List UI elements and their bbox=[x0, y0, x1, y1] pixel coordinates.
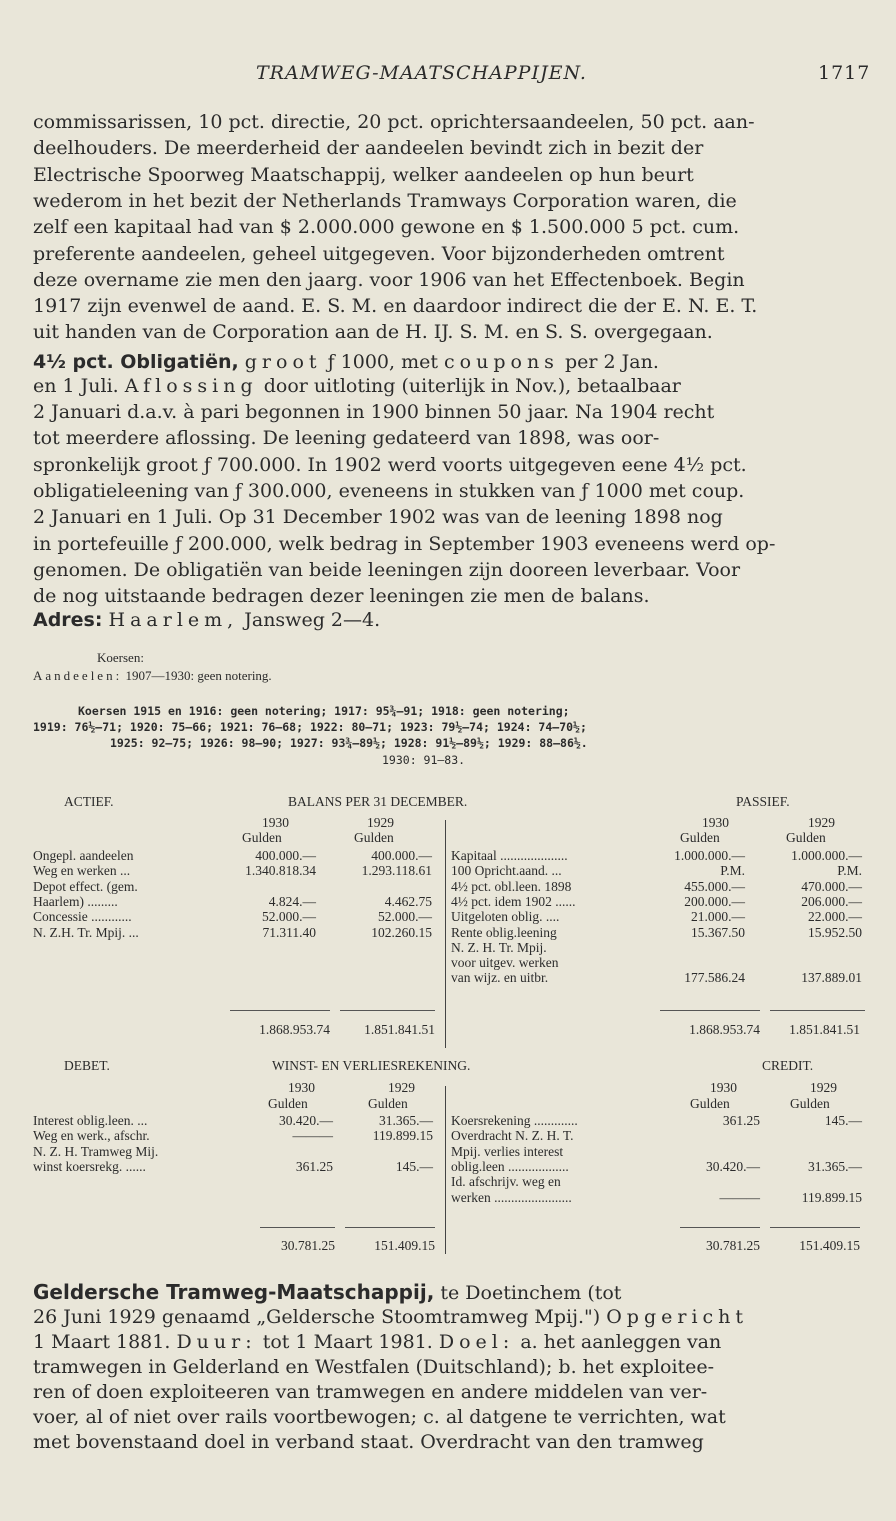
intro-line-6: preferente aandeelen, geheel uitgegeven. Voor bijzonderheden omtrent bbox=[33, 242, 725, 265]
winst-total-l2: 151.409.15 bbox=[374, 1238, 435, 1253]
gelder-line-3 bbox=[33, 1330, 721, 1354]
balans-l-year2: 1929 bbox=[367, 815, 394, 830]
winst-rule-1 bbox=[260, 1227, 335, 1228]
gelder-line-2: ren of doen exploiteeren van tramwegen en andere middelen van ver- bbox=[33, 1381, 708, 1403]
balans-l-year1: 1930 bbox=[262, 815, 289, 830]
balans-total-r1: 1.868.953.74 bbox=[689, 1022, 760, 1037]
gelder-line-1: tramwegen in Gelderland en Westfalen (Duitschland); b. het exploitee- bbox=[33, 1356, 715, 1378]
adres-street: Jansweg 2—4. bbox=[244, 609, 381, 631]
winst-l-unit2: Gulden bbox=[368, 1096, 408, 1111]
debet-row-v1: 30.420.— bbox=[279, 1113, 333, 1128]
passief-row-label: van wijz. en uitbr. bbox=[451, 970, 549, 986]
oblig-line-7: genomen. De obligatiën van beide leeningen zijn dooreen leverbaar. Voor bbox=[33, 558, 741, 581]
actief-row-v2: 1.293.118.61 bbox=[361, 863, 432, 879]
passief-row-label: Uitgeloten oblig. .... bbox=[451, 909, 560, 925]
gelder-duur: Duur: bbox=[176, 1331, 257, 1353]
koersen-aand-value: 1907—1930: geen notering. bbox=[125, 668, 272, 683]
balans-total-r2: 1.851.841.51 bbox=[789, 1022, 860, 1037]
winst-r-unit1: Gulden bbox=[690, 1096, 730, 1111]
actief-row-label: Weg en werken ... bbox=[33, 863, 131, 879]
passief-row-label: voor uitgev. werken bbox=[451, 955, 559, 971]
passief-row-v2: 15.952.50 bbox=[808, 924, 862, 940]
passief-row-v2: 1.000.000.— bbox=[791, 848, 862, 863]
actief-row-v1: 52.000.— bbox=[262, 909, 316, 925]
debet-row-v2: 31.365.— bbox=[379, 1113, 433, 1128]
balans-r-year1: 1930 bbox=[702, 815, 729, 830]
credit-row-label: Mpij. verlies interest bbox=[451, 1143, 564, 1159]
passief-row-v1: 455.000.— bbox=[684, 878, 745, 894]
gelder-line-3: voer, al of niet over rails voortbewogen; c. al datgene te verrichten, wat bbox=[33, 1406, 726, 1428]
oblig-date: per 2 Jan. bbox=[564, 351, 659, 373]
winst-credit-title: CREDIT. bbox=[762, 1058, 814, 1073]
passief-row-v1: 177.586.24 bbox=[684, 970, 745, 986]
balans-rule-2 bbox=[340, 1010, 435, 1011]
koersen-heading: Koersen: bbox=[97, 650, 144, 665]
actief-row-v1: 1.340.818.34 bbox=[245, 863, 316, 879]
credit-row-label: Koersrekening ............. bbox=[451, 1113, 578, 1128]
winst-l-unit1: Gulden bbox=[268, 1096, 308, 1111]
balans-passief-title: PASSIEF. bbox=[736, 794, 790, 809]
actief-row-v2: 102.260.15 bbox=[371, 924, 432, 940]
oblig-line-6: in portefeuille ƒ 200.000, welk bedrag in September 1903 eveneens werd op- bbox=[33, 532, 776, 555]
oblig-groot: groot bbox=[244, 351, 322, 373]
intro-line-3: Electrische Spoorweg Maatschappij, welker aandeelen op hun beurt bbox=[33, 163, 694, 186]
koersen-line-1: Koersen 1915 en 1916: geen notering; 1917: 95¾—91; 1918: geen notering; bbox=[78, 704, 570, 718]
passief-row-label: 4½ pct. obl.leen. 1898 bbox=[451, 878, 572, 894]
winst-l-year2: 1929 bbox=[388, 1080, 415, 1095]
winst-debet-title: DEBET. bbox=[64, 1058, 110, 1073]
winst-r-unit2: Gulden bbox=[790, 1096, 830, 1111]
passief-row-label: N. Z. H. Tr. Mpij. bbox=[451, 939, 547, 955]
credit-row-v2: 31.365.— bbox=[808, 1158, 862, 1174]
credit-row-v1: 361.25 bbox=[722, 1113, 760, 1128]
credit-row-v2: 119.899.15 bbox=[801, 1189, 862, 1205]
balans-divider bbox=[445, 820, 446, 1048]
debet-row-v2: 119.899.15 bbox=[372, 1128, 433, 1144]
passief-row-v2: 206.000.— bbox=[801, 893, 862, 909]
koersen-line-2: 1919: 76½—71; 1920: 75—66; 1921: 76—68; 1922: 80—71; 1923: 79½—74; 1924: 74—70½; bbox=[33, 720, 587, 734]
koersen-line-4: 1930: 91—83. bbox=[382, 753, 466, 767]
gelder-lead: Geldersche Tramweg-Maatschappij, bbox=[33, 1280, 435, 1304]
debet-row-label: Weg en werk., afschr. bbox=[33, 1128, 150, 1144]
winst-total-l1: 30.781.25 bbox=[281, 1238, 335, 1253]
gelder-doel-a: a. het aanleggen van bbox=[520, 1331, 722, 1353]
winst-total-r2: 151.409.15 bbox=[799, 1238, 860, 1253]
debet-row-v2: 145.— bbox=[395, 1158, 433, 1174]
actief-row-v1: 400.000.— bbox=[255, 848, 316, 863]
actief-row-v1: 71.311.40 bbox=[262, 924, 316, 940]
gelder-doel: Doel: bbox=[438, 1331, 515, 1353]
winst-r-year1: 1930 bbox=[710, 1080, 737, 1095]
oblig-line-2: tot meerdere aflossing. De leening gedateerd van 1898, was oor- bbox=[33, 427, 660, 450]
winst-title: WINST- EN VERLIESREKENING. bbox=[272, 1058, 471, 1073]
gelder-duur-value: tot 1 Maart 1981. bbox=[262, 1331, 433, 1353]
actief-row-v2: 400.000.— bbox=[371, 848, 432, 863]
passief-row-label: 100 Opricht.aand. ... bbox=[451, 863, 562, 879]
actief-row-label: Depot effect. (gem. bbox=[33, 878, 138, 894]
winst-total-r1: 30.781.25 bbox=[706, 1238, 760, 1253]
credit-row-label: werken ....................... bbox=[451, 1189, 572, 1205]
credit-row-label: Overdracht N. Z. H. T. bbox=[451, 1128, 574, 1144]
gelder-line-1 bbox=[33, 1280, 621, 1305]
passief-row-v1: 1.000.000.— bbox=[674, 848, 745, 863]
oblig-line-5: 2 Januari en 1 Juli. Op 31 December 1902 was van de leening 1898 nog bbox=[33, 506, 723, 529]
balans-title: BALANS PER 31 DECEMBER. bbox=[288, 794, 468, 809]
balans-actief-title: ACTIEF. bbox=[64, 794, 114, 809]
intro-line-2: deelhouders. De meerderheid der aandeelen bevindt zich in bezit der bbox=[33, 137, 704, 160]
gelder-founded: 1 Maart 1881. bbox=[33, 1331, 171, 1353]
passief-row-label: Rente oblig.leening bbox=[451, 924, 557, 940]
passief-row-v1: 200.000.— bbox=[684, 893, 745, 909]
balans-l-unit2: Gulden bbox=[354, 830, 394, 845]
debet-row-label: Interest oblig.leen. ... bbox=[33, 1113, 148, 1128]
balans-l-unit1: Gulden bbox=[242, 830, 282, 845]
balans-total-l2: 1.851.841.51 bbox=[364, 1022, 435, 1037]
credit-row-v1: 30.420.— bbox=[706, 1158, 760, 1174]
debet-row-label: N. Z. H. Tramweg Mij. bbox=[33, 1143, 159, 1159]
page-header-title: TRAMWEG-MAATSCHAPPIJEN. bbox=[256, 62, 587, 84]
intro-line-7: deze overname zie men den jaarg. voor 1906 van het Effectenboek. Begin bbox=[33, 268, 745, 291]
koersen-aand-label: Aandeelen: bbox=[33, 668, 123, 683]
oblig-lead: 4½ pct. Obligatiën, bbox=[33, 351, 239, 373]
winst-l-year1: 1930 bbox=[288, 1080, 315, 1095]
oblig-line-1: 2 Januari d.a.v. à pari begonnen in 1900 binnen 50 jaar. Na 1904 recht bbox=[33, 401, 715, 423]
oblig-aflossing: Aflossing bbox=[124, 375, 258, 397]
balans-rule-1 bbox=[230, 1010, 330, 1011]
passief-row-v2: 22.000.— bbox=[808, 909, 862, 925]
intro-line-4: wederom in het bezit der Netherlands Tramways Corporation waren, die bbox=[33, 189, 737, 212]
oblig-coupons: coupons bbox=[444, 351, 559, 373]
koersen-aandeelen bbox=[33, 668, 272, 684]
actief-row-label: N. Z.H. Tr. Mpij. ... bbox=[33, 924, 139, 940]
credit-row-label: oblig.leen .................. bbox=[451, 1158, 569, 1174]
gelder-former-name: 26 Juni 1929 genaamd „Geldersche Stoomtramweg Mpij.") bbox=[33, 1306, 601, 1328]
winst-r-year2: 1929 bbox=[810, 1080, 837, 1095]
oblig-uitloting: door uitloting (uiterlijk in Nov.), betaalbaar bbox=[263, 375, 681, 397]
passief-row-label: Kapitaal .................... bbox=[451, 848, 568, 863]
credit-row-v1: ——— bbox=[719, 1189, 760, 1205]
oblig-line-4: obligatieleening van ƒ 300.000, eveneens in stukken van ƒ 1000 met coup. bbox=[33, 479, 745, 502]
gelder-location: te Doetinchem (tot bbox=[440, 1282, 622, 1304]
intro-line-1: commissarissen, 10 pct. directie, 20 pct. oprichtersaandeelen, 50 pct. aan- bbox=[33, 111, 755, 133]
oblig-line-8: de nog uitstaande bedragen dezer leeningen zie men de balans. bbox=[33, 585, 650, 608]
koersen-line-3: 1925: 92—75; 1926: 98—90; 1927: 93¾—89½; 1928: 91½—89½; 1929: 88—86½. bbox=[110, 736, 588, 750]
intro-line-5: zelf een kapitaal had van $ 2.000.000 gewone en $ 1.500.000 5 pct. cum. bbox=[33, 216, 740, 239]
passief-row-v2: P.M. bbox=[837, 863, 862, 879]
winst-rule-4 bbox=[770, 1227, 860, 1228]
winst-rule-3 bbox=[680, 1227, 760, 1228]
oblig-amount: ƒ 1000, met bbox=[327, 351, 438, 373]
page-number: 1717 bbox=[818, 62, 871, 84]
credit-row-v2: 145.— bbox=[824, 1113, 862, 1128]
balans-total-l1: 1.868.953.74 bbox=[259, 1022, 330, 1037]
actief-row-label: Concessie ............ bbox=[33, 909, 132, 925]
credit-row-label: Id. afschrijv. weg en bbox=[451, 1174, 561, 1190]
oblig-line-3: spronkelijk groot ƒ 700.000. In 1902 werd voorts uitgegeven eene 4½ pct. bbox=[33, 453, 747, 476]
passief-row-v1: 15.367.50 bbox=[691, 924, 745, 940]
gelder-opgericht: Opgericht bbox=[606, 1306, 749, 1328]
oblig-juli: en 1 Juli. bbox=[33, 375, 119, 397]
gelder-line-2 bbox=[33, 1305, 748, 1329]
actief-row-label: Ongepl. aandeelen bbox=[33, 848, 134, 863]
balans-r-unit2: Gulden bbox=[786, 830, 826, 845]
passief-row-v1: 21.000.— bbox=[691, 909, 745, 925]
passief-row-v2: 470.000.— bbox=[801, 878, 862, 894]
actief-row-label: Haarlem) ......... bbox=[33, 893, 118, 909]
balans-r-year2: 1929 bbox=[808, 815, 835, 830]
debet-row-v1: 361.25 bbox=[295, 1158, 333, 1174]
balans-r-unit1: Gulden bbox=[680, 830, 720, 845]
winst-rule-2 bbox=[345, 1227, 435, 1228]
winst-divider bbox=[445, 1086, 446, 1254]
intro-line-9: uit handen van de Corporation aan de H. IJ. S. M. en S. S. overgegaan. bbox=[33, 321, 713, 344]
oblig-first-line bbox=[33, 350, 659, 374]
intro-line-8: 1917 zijn evenwel de aand. E. S. M. en daardoor indirect die der E. N. E. T. bbox=[33, 295, 758, 318]
balans-rule-4 bbox=[770, 1010, 865, 1011]
actief-row-v2: 4.462.75 bbox=[384, 893, 432, 909]
actief-row-v1: 4.824.— bbox=[268, 893, 316, 909]
debet-row-label: winst koersrekg. ...... bbox=[33, 1158, 146, 1174]
gelder-line-4: met bovenstaand doel in verband staat. Overdracht van den tramweg bbox=[33, 1431, 704, 1453]
debet-row-v1: ——— bbox=[292, 1128, 333, 1144]
passief-row-label: 4½ pct. idem 1902 ...... bbox=[451, 893, 576, 909]
oblig-second-line bbox=[33, 374, 681, 398]
balans-rule-3 bbox=[660, 1010, 760, 1011]
adres-line bbox=[33, 608, 380, 632]
passief-row-v1: P.M. bbox=[720, 863, 745, 879]
adres-city: Haarlem, bbox=[108, 609, 239, 631]
actief-row-v2: 52.000.— bbox=[378, 909, 432, 925]
adres-label: Adres: bbox=[33, 609, 103, 631]
passief-row-v2: 137.889.01 bbox=[801, 970, 862, 986]
